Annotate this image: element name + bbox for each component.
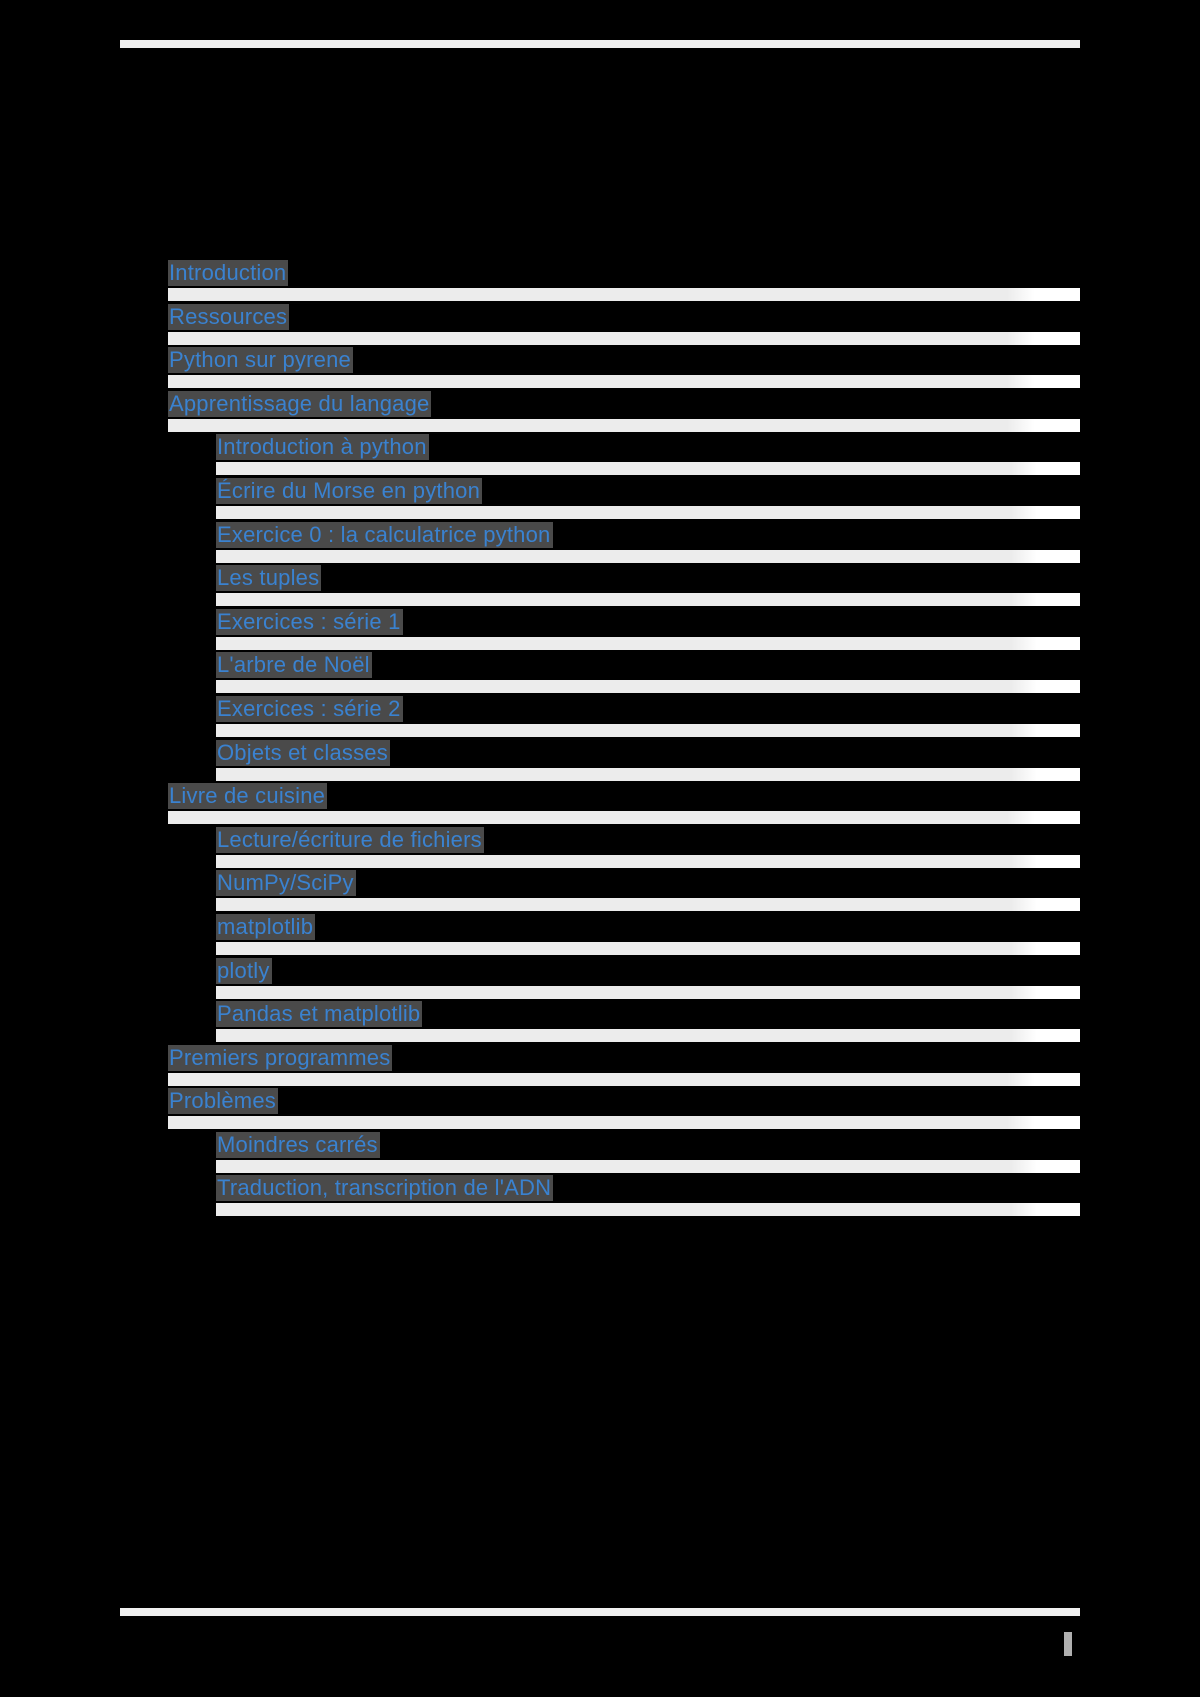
- toc-item-label: NumPy/SciPy: [217, 870, 354, 896]
- toc-separator: [216, 898, 1080, 911]
- toc-item-tuples[interactable]: [216, 563, 1080, 607]
- toc-item-label: Ressources: [169, 303, 288, 329]
- toc-separator: [216, 506, 1080, 519]
- toc-item-label: Problèmes: [169, 1088, 276, 1114]
- toc-separator: [168, 288, 1080, 301]
- toc-item-label: Lecture/écriture de fichiers: [217, 826, 482, 852]
- toc-separator: [216, 550, 1080, 563]
- toc-item-introduction-python[interactable]: [216, 432, 1080, 476]
- toc-item-label: L'arbre de Noël: [217, 652, 370, 678]
- header-rule: [120, 40, 1080, 48]
- toc-separator: [168, 419, 1080, 432]
- toc-item-pandas-matplotlib[interactable]: [216, 999, 1080, 1043]
- toc-item-label: Pandas et matplotlib: [217, 1001, 421, 1027]
- toc-item-exercice-0[interactable]: [216, 520, 1080, 564]
- toc-item-label: Livre de cuisine: [169, 783, 326, 809]
- toc-separator: [168, 375, 1080, 388]
- toc-separator: [168, 332, 1080, 345]
- toc-separator: [216, 680, 1080, 693]
- toc-item-numpy-scipy[interactable]: [216, 868, 1080, 912]
- toc-item-fichiers[interactable]: [216, 825, 1080, 869]
- toc-item-label: Traduction, transcription de l'ADN: [217, 1175, 552, 1201]
- toc-item-label: Exercices : série 1: [217, 608, 401, 634]
- toc-item-serie-1[interactable]: [216, 607, 1080, 651]
- toc-item-label: Exercices : série 2: [217, 695, 401, 721]
- toc-item-label: Python sur pyrene: [169, 347, 351, 373]
- toc-item-label: Introduction à python: [217, 434, 427, 460]
- toc-item-serie-2[interactable]: [216, 694, 1080, 738]
- toc-item-adn[interactable]: [216, 1173, 1080, 1217]
- toc-separator: [216, 1029, 1080, 1042]
- footer-rule: [120, 1608, 1080, 1616]
- toc-item-moindres-carres[interactable]: [216, 1130, 1080, 1174]
- toc-item-objets-classes[interactable]: [216, 738, 1080, 782]
- toc-item-introduction[interactable]: [168, 258, 1080, 302]
- toc-separator: [216, 1160, 1080, 1173]
- toc-item-problemes[interactable]: [168, 1086, 1080, 1130]
- toc-separator: [168, 1116, 1080, 1129]
- toc-item-premiers-programmes[interactable]: [168, 1043, 1080, 1087]
- toc-item-apprentissage[interactable]: [168, 389, 1080, 433]
- toc-item-plotly[interactable]: [216, 956, 1080, 1000]
- toc-item-ressources[interactable]: [168, 302, 1080, 346]
- toc-item-label: Introduction: [169, 260, 287, 285]
- toc-item-label: plotly: [217, 957, 270, 983]
- toc-item-matplotlib[interactable]: [216, 912, 1080, 956]
- toc-item-label: matplotlib: [217, 913, 314, 939]
- toc-item-label: Les tuples: [217, 565, 320, 591]
- toc-separator: [168, 811, 1080, 824]
- toc-separator: [216, 593, 1080, 606]
- toc-separator: [216, 462, 1080, 475]
- toc-separator: [216, 855, 1080, 868]
- table-of-contents: [168, 258, 1080, 1217]
- toc-item-morse[interactable]: [216, 476, 1080, 520]
- toc-separator: [216, 768, 1080, 781]
- toc-item-label: Écrire du Morse en python: [217, 477, 481, 503]
- toc-separator: [216, 1203, 1080, 1216]
- toc-separator: [216, 637, 1080, 650]
- toc-item-arbre-noel[interactable]: [216, 650, 1080, 694]
- toc-item-label: Apprentissage du langage: [169, 390, 430, 416]
- toc-item-python-sur-pyrene[interactable]: [168, 345, 1080, 389]
- toc-separator: [216, 942, 1080, 955]
- toc-item-label: Objets et classes: [217, 739, 388, 765]
- toc-separator: [168, 1073, 1080, 1086]
- page-number: [1064, 1632, 1072, 1656]
- toc-item-label: Moindres carrés: [217, 1131, 378, 1157]
- toc-separator: [216, 986, 1080, 999]
- toc-item-livre-cuisine[interactable]: [168, 781, 1080, 825]
- toc-separator: [216, 724, 1080, 737]
- toc-item-label: Exercice 0 : la calculatrice python: [217, 521, 551, 547]
- toc-item-label: Premiers programmes: [169, 1044, 391, 1070]
